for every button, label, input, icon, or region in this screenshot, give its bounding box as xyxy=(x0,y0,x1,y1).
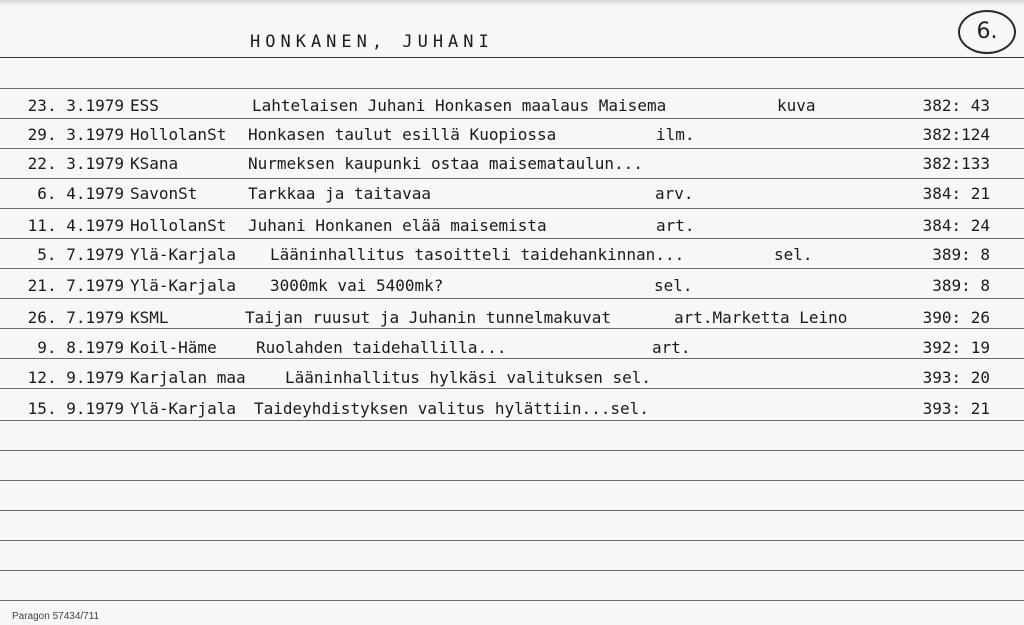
entry-date: 22. 3.1979 xyxy=(27,154,124,173)
ruled-line xyxy=(0,450,1024,451)
entry-ref: 390: 26 xyxy=(922,308,990,327)
ruled-line xyxy=(0,148,1024,149)
entry-type: arv. xyxy=(655,184,694,203)
list-item xyxy=(0,153,1024,175)
entry-ref: 392: 19 xyxy=(922,338,990,357)
entry-date: 9. 8.1979 xyxy=(37,338,124,357)
ruled-line xyxy=(0,420,1024,421)
entry-type: art. xyxy=(652,338,691,357)
entry-type: ilm. xyxy=(656,125,695,144)
entry-ref: 389: 8 xyxy=(932,245,990,264)
list-item xyxy=(0,244,1024,266)
entry-source: ESS xyxy=(130,96,159,115)
entry-date: 29. 3.1979 xyxy=(27,125,124,144)
ruled-line xyxy=(0,268,1024,269)
entry-date: 23. 3.1979 xyxy=(27,96,124,115)
entry-source: Ylä-Karjala xyxy=(130,245,236,264)
entry-title: Taideyhdistyksen valitus hylättiin...sel. xyxy=(254,399,649,418)
entry-source: Ylä-Karjala xyxy=(130,399,236,418)
entry-date: 12. 9.1979 xyxy=(27,368,124,387)
entry-date: 21. 7.1979 xyxy=(27,276,124,295)
entry-source: HollolanSt xyxy=(130,216,227,235)
list-item xyxy=(0,367,1024,389)
entry-type: art.Marketta Leino xyxy=(674,308,848,327)
entry-title: Tarkkaa ja taitavaa xyxy=(248,184,432,203)
entry-title: 3000mk vai 5400mk? xyxy=(270,276,444,295)
entry-ref: 384: 24 xyxy=(922,216,990,235)
entry-title: Lääninhallitus tasoitteli taidehankinnan... xyxy=(270,245,685,264)
entry-source: KSML xyxy=(130,308,169,327)
list-item xyxy=(0,275,1024,297)
ruled-line xyxy=(0,238,1024,239)
card-top-edge xyxy=(0,0,1024,6)
entry-title: Taijan ruusut ja Juhanin tunnelmakuvat xyxy=(245,308,612,327)
entry-type: sel. xyxy=(774,245,813,264)
entry-title: Juhani Honkanen elää maisemista xyxy=(248,216,547,235)
entry-source: HollolanSt xyxy=(130,125,227,144)
ruled-line xyxy=(0,208,1024,209)
entry-ref: 382:133 xyxy=(922,154,990,173)
ruled-line xyxy=(0,178,1024,179)
entry-type: art. xyxy=(656,216,695,235)
ruled-line xyxy=(0,480,1024,481)
entry-date: 26. 7.1979 xyxy=(27,308,124,327)
entry-date: 6. 4.1979 xyxy=(37,184,124,203)
ruled-line xyxy=(0,570,1024,571)
ruled-line xyxy=(0,510,1024,511)
entry-date: 15. 9.1979 xyxy=(27,399,124,418)
entry-type: sel. xyxy=(654,276,693,295)
entry-ref: 393: 21 xyxy=(922,399,990,418)
list-item xyxy=(0,95,1024,117)
list-item xyxy=(0,215,1024,237)
entry-ref: 382: 43 xyxy=(922,96,990,115)
entry-source: KSana xyxy=(130,154,179,173)
entry-title: Lahtelaisen Juhani Honkasen maalaus Maisema xyxy=(252,96,667,115)
list-item xyxy=(0,337,1024,359)
page-number: 6. xyxy=(958,10,1016,54)
entry-ref: 389: 8 xyxy=(932,276,990,295)
entry-title: Nurmeksen kaupunki ostaa maisemataulun... xyxy=(248,154,643,173)
entry-title: Ruolahden taidehallilla... xyxy=(256,338,507,357)
entry-date: 11. 4.1979 xyxy=(27,216,124,235)
entry-ref: 382:124 xyxy=(922,125,990,144)
ruled-line xyxy=(0,88,1024,89)
ruled-line xyxy=(0,118,1024,119)
ruled-line xyxy=(0,298,1024,299)
print-mark: Paragon 57434/711 xyxy=(12,611,100,622)
entry-type: kuva xyxy=(777,96,816,115)
entry-source: Ylä-Karjala xyxy=(130,276,236,295)
entry-source: SavonSt xyxy=(130,184,198,203)
entry-source: Koil-Häme xyxy=(130,338,217,357)
card-title: HONKANEN, JUHANI xyxy=(250,32,494,52)
entry-title: Honkasen taulut esillä Kuopiossa xyxy=(248,125,557,144)
list-item xyxy=(0,183,1024,205)
entry-title: Lääninhallitus hylkäsi valituksen sel. xyxy=(285,368,652,387)
list-item xyxy=(0,307,1024,329)
entry-ref: 384: 21 xyxy=(922,184,990,203)
ruled-line xyxy=(0,600,1024,601)
list-item xyxy=(0,124,1024,146)
entry-ref: 393: 20 xyxy=(922,368,990,387)
list-item xyxy=(0,398,1024,420)
entry-source: Karjalan maa xyxy=(130,368,246,387)
ruled-line xyxy=(0,540,1024,541)
entry-date: 5. 7.1979 xyxy=(37,245,124,264)
ruled-line xyxy=(0,57,1024,58)
